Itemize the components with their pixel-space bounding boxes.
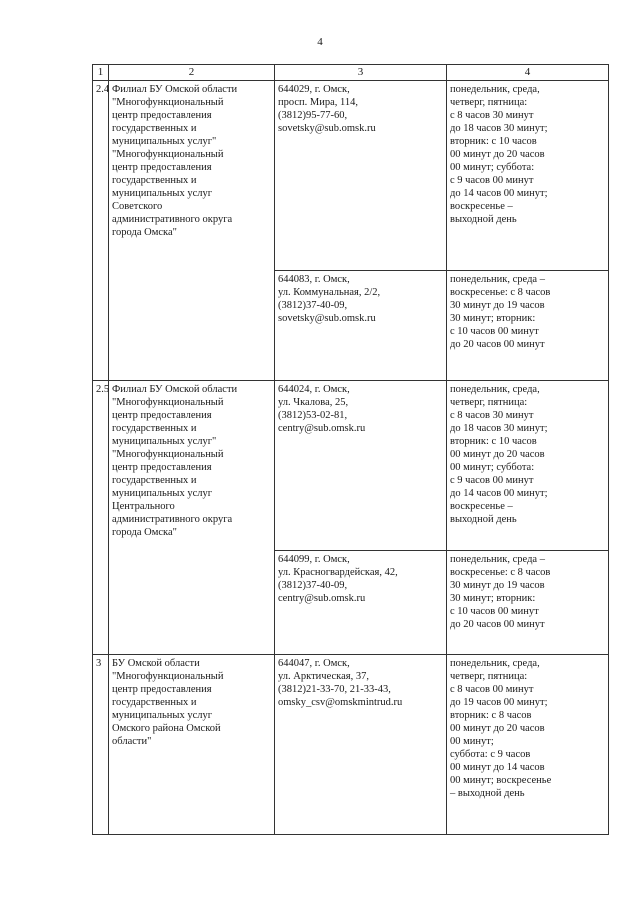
office-schedule-line: с 8 часов 30 минут <box>450 410 534 421</box>
office-address-line: 644099, г. Омск, <box>278 554 350 565</box>
office-schedule-line: понедельник, среда, <box>450 658 540 669</box>
office-schedule-line: 00 минут до 20 часов <box>450 449 545 460</box>
institution-name-line: государственных и <box>112 423 197 434</box>
office-schedule-line: с 10 часов 00 минут <box>450 326 539 337</box>
office-schedule-line: воскресенье – <box>450 501 513 512</box>
institution-name-line: центр предоставления <box>112 462 212 473</box>
office-schedule <box>447 381 609 551</box>
office-schedule-line: до 18 часов 30 минут; <box>450 423 548 434</box>
office-schedule-line: вторник: с 10 часов <box>450 436 537 447</box>
institution-name-line: Филиал БУ Омской области <box>112 384 238 395</box>
office-schedule-line: 30 минут до 19 часов <box>450 300 545 311</box>
office-schedule-line: четверг, пятница: <box>450 671 528 682</box>
row-number: 3 <box>93 655 109 835</box>
institution-name-line: административного округа <box>112 214 233 225</box>
institution-name-line: государственных и <box>112 697 197 708</box>
office-schedule <box>447 81 609 271</box>
office-address-line: просп. Мира, 114, <box>278 97 359 108</box>
row-number: 2.4 <box>93 81 109 381</box>
institution-name-line: муниципальных услуг" <box>112 436 217 447</box>
office-schedule-line: воскресенье: с 8 часов <box>450 287 551 298</box>
office-schedule-line: до 20 часов 00 минут <box>450 339 545 350</box>
table-row <box>93 81 609 271</box>
table-header-row <box>93 65 609 81</box>
office-schedule-line: 00 минут; суббота: <box>450 462 535 473</box>
office-address-line: ул. Красногвардейская, 42, <box>278 567 398 578</box>
office-address-line: 644047, г. Омск, <box>278 658 350 669</box>
office-address-line: 644024, г. Омск, <box>278 384 350 395</box>
column-header: 3 <box>275 65 447 81</box>
office-address-line: 644029, г. Омск, <box>278 84 350 95</box>
institution-name-line: центр предоставления <box>112 110 212 121</box>
office-schedule-line: 30 минут до 19 часов <box>450 580 545 591</box>
institution-name-line: Центрального <box>112 501 175 512</box>
office-address <box>275 381 447 551</box>
institution-name-line: государственных и <box>112 123 197 134</box>
office-schedule <box>447 271 609 381</box>
office-schedule-line: с 10 часов 00 минут <box>450 606 539 617</box>
office-schedule <box>447 551 609 655</box>
office-address-line: centry@sub.omsk.ru <box>278 593 366 604</box>
institution-name-line: города Омска" <box>112 527 177 538</box>
institution-name-line: "Многофункциональный <box>112 449 224 460</box>
office-schedule-line: выходной день <box>450 214 517 225</box>
column-header: 2 <box>109 65 275 81</box>
institution-name-line: "Многофункциональный <box>112 149 224 160</box>
office-schedule-line: выходной день <box>450 514 517 525</box>
office-schedule-line: до 14 часов 00 минут; <box>450 488 548 499</box>
institution-name-line: Омского района Омской <box>112 723 221 734</box>
institution-name-line: Филиал БУ Омской области <box>112 84 238 95</box>
institution-name-line: муниципальных услуг <box>112 710 213 721</box>
office-address-line: ул. Чкалова, 25, <box>278 397 349 408</box>
office-schedule-line: четверг, пятница: <box>450 97 528 108</box>
office-address <box>275 271 447 381</box>
institution-name-line: административного округа <box>112 514 233 525</box>
office-address-line: (3812)53-02-81, <box>278 410 348 421</box>
office-address <box>275 81 447 271</box>
institution-name <box>109 81 275 381</box>
office-schedule-line: до 14 часов 00 минут; <box>450 188 548 199</box>
institution-name-line: центр предоставления <box>112 410 212 421</box>
institution-name-line: Советского <box>112 201 163 212</box>
institution-name-line: "Многофункциональный <box>112 671 224 682</box>
office-schedule-line: 00 минут до 20 часов <box>450 149 545 160</box>
office-schedule-line: 00 минут до 14 часов <box>450 762 545 773</box>
office-schedule-line: вторник: с 8 часов <box>450 710 532 721</box>
office-schedule-line: понедельник, среда, <box>450 84 540 95</box>
office-schedule-line: суббота: с 9 часов <box>450 749 531 760</box>
office-schedule-line: 00 минут; <box>450 736 494 747</box>
column-header: 4 <box>447 65 609 81</box>
office-address-line: (3812)37-40-09, <box>278 300 348 311</box>
institution-name-line: центр предоставления <box>112 162 212 173</box>
office-address <box>275 655 447 835</box>
office-schedule <box>447 655 609 835</box>
institutions-table <box>92 64 609 835</box>
institution-name-line: муниципальных услуг" <box>112 136 217 147</box>
office-schedule-line: до 20 часов 00 минут <box>450 619 545 630</box>
table-row <box>93 655 609 835</box>
institution-name-line: города Омска" <box>112 227 177 238</box>
institution-name-line: муниципальных услуг <box>112 488 213 499</box>
office-address-line: 644083, г. Омск, <box>278 274 350 285</box>
institution-name-line: муниципальных услуг <box>112 188 213 199</box>
institution-name-line: БУ Омской области <box>112 658 200 669</box>
office-schedule-line: до 18 часов 30 минут; <box>450 123 548 134</box>
row-number: 2.5 <box>93 381 109 655</box>
office-schedule-line: 30 минут; вторник: <box>450 313 536 324</box>
office-schedule-line: с 9 часов 00 минут <box>450 475 534 486</box>
office-schedule-line: с 8 часов 30 минут <box>450 110 534 121</box>
office-schedule-line: 00 минут до 20 часов <box>450 723 545 734</box>
office-address-line: (3812)95-77-60, <box>278 110 348 121</box>
office-address-line: ул. Арктическая, 37, <box>278 671 369 682</box>
office-address <box>275 551 447 655</box>
institution-name <box>109 381 275 655</box>
office-schedule-line: понедельник, среда – <box>450 554 545 565</box>
office-schedule-line: 00 минут; суббота: <box>450 162 535 173</box>
page-number: 4 <box>317 36 323 48</box>
office-schedule-line: понедельник, среда, <box>450 384 540 395</box>
office-schedule-line: с 8 часов 00 минут <box>450 684 534 695</box>
office-address-line: sovetsky@sub.omsk.ru <box>278 123 376 134</box>
office-address-line: ул. Коммунальная, 2/2, <box>278 287 381 298</box>
office-schedule-line: 30 минут; вторник: <box>450 593 536 604</box>
office-address-line: (3812)37-40-09, <box>278 580 348 591</box>
office-schedule-line: – выходной день <box>450 788 525 799</box>
office-address-line: centry@sub.omsk.ru <box>278 423 366 434</box>
office-address-line: omsky_csv@omskmintrud.ru <box>278 697 403 708</box>
institution-name-line: государственных и <box>112 475 197 486</box>
office-schedule-line: вторник: с 10 часов <box>450 136 537 147</box>
institution-name-line: "Многофункциональный <box>112 397 224 408</box>
office-address-line: sovetsky@sub.omsk.ru <box>278 313 376 324</box>
office-schedule-line: воскресенье – <box>450 201 513 212</box>
table-row <box>93 381 609 551</box>
institution-name-line: "Многофункциональный <box>112 97 224 108</box>
institution-name-line: центр предоставления <box>112 684 212 695</box>
office-schedule-line: 00 минут; воскресенье <box>450 775 552 786</box>
office-schedule-line: с 9 часов 00 минут <box>450 175 534 186</box>
institution-name-line: государственных и <box>112 175 197 186</box>
office-address-line: (3812)21-33-70, 21-33-43, <box>278 684 391 695</box>
institution-name <box>109 655 275 835</box>
office-schedule-line: до 19 часов 00 минут; <box>450 697 548 708</box>
office-schedule-line: понедельник, среда – <box>450 274 545 285</box>
office-schedule-line: четверг, пятница: <box>450 397 528 408</box>
office-schedule-line: воскресенье: с 8 часов <box>450 567 551 578</box>
column-header: 1 <box>93 65 109 81</box>
institution-name-line: области" <box>112 736 152 747</box>
